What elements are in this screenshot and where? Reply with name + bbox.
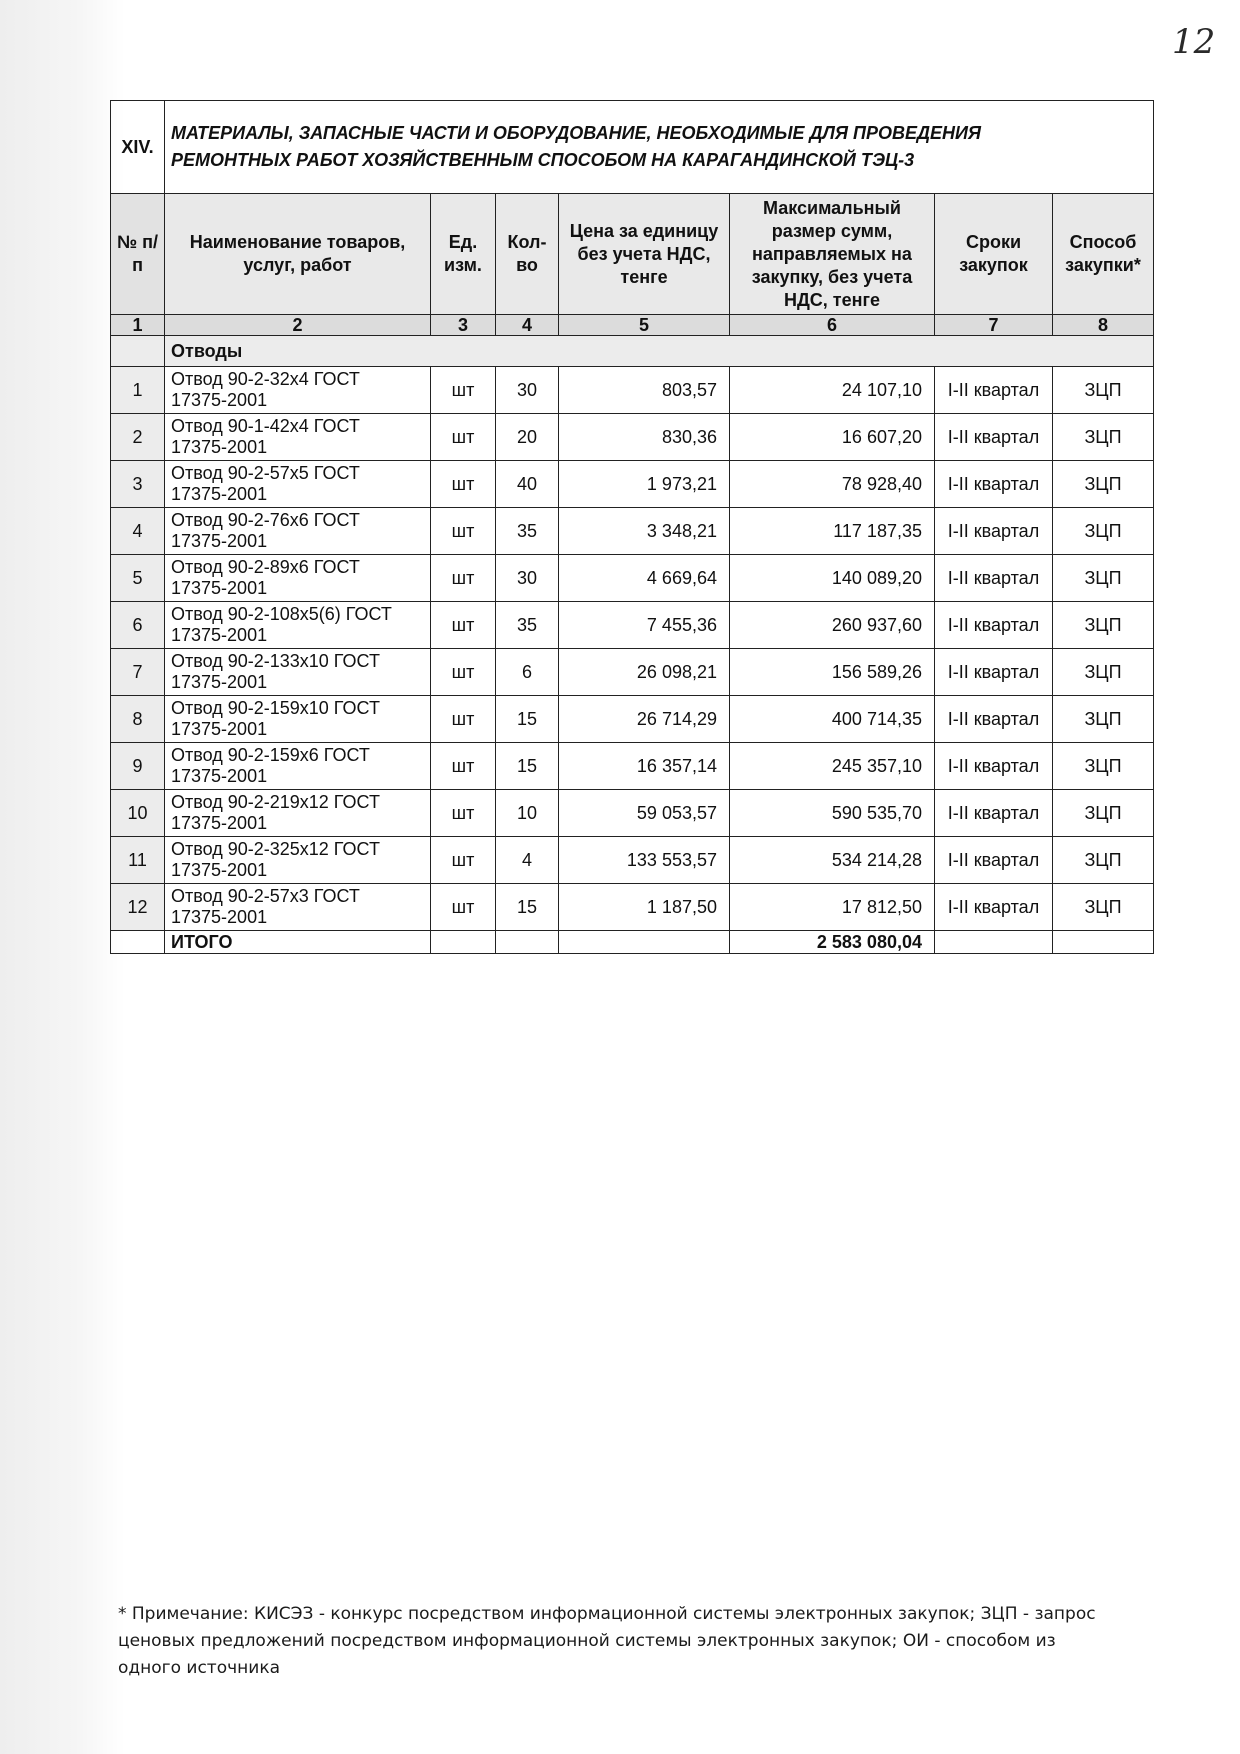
- section-title-line1: МАТЕРИАЛЫ, ЗАПАСНЫЕ ЧАСТИ И ОБОРУДОВАНИЕ, НЕОБХОДИМЫЕ ДЛЯ ПРОВЕДЕНИЯ: [171, 123, 982, 143]
- footnote-line1: * Примечание: КИСЭЗ - конкурс посредством информационной системы электронных закупок; ЗЦП - запрос: [118, 1604, 1096, 1624]
- row-number: 8: [111, 696, 165, 743]
- column-number: 8: [1053, 315, 1154, 336]
- column-number-row: [111, 315, 1154, 336]
- row-total: 78 928,40: [730, 461, 935, 508]
- row-qty: 40: [496, 461, 559, 508]
- row-method: ЗЦП: [1053, 837, 1154, 884]
- table-row: [111, 884, 1154, 931]
- row-qty: 35: [496, 508, 559, 555]
- row-total: 17 812,50: [730, 884, 935, 931]
- row-price: 16 357,14: [559, 743, 730, 790]
- row-qty: 15: [496, 743, 559, 790]
- row-qty: 30: [496, 555, 559, 602]
- row-name: [165, 884, 431, 931]
- column-header-row: [111, 194, 1154, 315]
- row-name: [165, 602, 431, 649]
- row-name-line2: 17375-2001: [171, 390, 268, 410]
- row-method: ЗЦП: [1053, 743, 1154, 790]
- row-number: 9: [111, 743, 165, 790]
- table-row: [111, 508, 1154, 555]
- row-price: 59 053,57: [559, 790, 730, 837]
- row-number: 1: [111, 367, 165, 414]
- row-name-line2: 17375-2001: [171, 860, 268, 880]
- total-row: [111, 931, 1154, 954]
- row-qty: 6: [496, 649, 559, 696]
- row-term: I-II квартал: [935, 461, 1053, 508]
- row-qty: 30: [496, 367, 559, 414]
- row-price: 1 973,21: [559, 461, 730, 508]
- footnote-line2: ценовых предложений посредством информационной системы электронных закупок; ОИ - способом из: [118, 1631, 1056, 1651]
- row-qty: 10: [496, 790, 559, 837]
- row-name-line1: Отвод 90-2-159х10 ГОСТ: [171, 698, 380, 718]
- header-name: Наименование товаров, услуг, работ: [165, 194, 431, 315]
- table-row: [111, 790, 1154, 837]
- row-method: ЗЦП: [1053, 602, 1154, 649]
- row-unit: шт: [431, 790, 496, 837]
- row-method: ЗЦП: [1053, 414, 1154, 461]
- header-method: Способ закупки*: [1053, 194, 1154, 315]
- row-method: ЗЦП: [1053, 508, 1154, 555]
- row-term: I-II квартал: [935, 696, 1053, 743]
- row-unit: шт: [431, 602, 496, 649]
- row-name: [165, 555, 431, 602]
- row-name-line2: 17375-2001: [171, 484, 268, 504]
- table-body: [111, 336, 1154, 954]
- table-row: [111, 837, 1154, 884]
- row-method: ЗЦП: [1053, 555, 1154, 602]
- row-name-line1: Отвод 90-1-42х4 ГОСТ: [171, 416, 360, 436]
- row-unit: шт: [431, 649, 496, 696]
- row-name-line1: Отвод 90-2-57х5 ГОСТ: [171, 463, 360, 483]
- procurement-table: [110, 100, 1154, 954]
- header-total: Максимальный размер сумм, направляемых на закупку, без учета НДС, тенге: [730, 194, 935, 315]
- row-number: 6: [111, 602, 165, 649]
- row-name: [165, 696, 431, 743]
- header-price: Цена за единицу без учета НДС, тенге: [559, 194, 730, 315]
- row-number: 7: [111, 649, 165, 696]
- row-price: 26 714,29: [559, 696, 730, 743]
- section-header-row: [111, 101, 1154, 194]
- row-total: 117 187,35: [730, 508, 935, 555]
- scan-shadow: [0, 0, 125, 1754]
- row-name: [165, 414, 431, 461]
- row-method: ЗЦП: [1053, 367, 1154, 414]
- row-total: 534 214,28: [730, 837, 935, 884]
- row-name-line1: Отвод 90-2-108х5(6) ГОСТ: [171, 604, 392, 624]
- row-term: I-II квартал: [935, 790, 1053, 837]
- column-number: 2: [165, 315, 431, 336]
- row-number: 5: [111, 555, 165, 602]
- row-price: 26 098,21: [559, 649, 730, 696]
- table-row: [111, 414, 1154, 461]
- column-number: 1: [111, 315, 165, 336]
- table-row: [111, 602, 1154, 649]
- row-name: [165, 837, 431, 884]
- row-unit: шт: [431, 508, 496, 555]
- section-title: [165, 101, 1154, 194]
- total-empty-cell: [496, 931, 559, 954]
- row-price: 7 455,36: [559, 602, 730, 649]
- row-unit: шт: [431, 414, 496, 461]
- row-unit: шт: [431, 555, 496, 602]
- footnote-line3: одного источника: [118, 1658, 280, 1678]
- row-price: 3 348,21: [559, 508, 730, 555]
- row-name: [165, 649, 431, 696]
- row-total: 245 357,10: [730, 743, 935, 790]
- row-term: I-II квартал: [935, 837, 1053, 884]
- row-method: ЗЦП: [1053, 649, 1154, 696]
- row-name-line1: Отвод 90-2-89х6 ГОСТ: [171, 557, 360, 577]
- total-empty-cell: [111, 931, 165, 954]
- row-price: 1 187,50: [559, 884, 730, 931]
- total-empty-cell: [559, 931, 730, 954]
- row-price: 830,36: [559, 414, 730, 461]
- row-name-line1: Отвод 90-2-159х6 ГОСТ: [171, 745, 370, 765]
- row-name: [165, 367, 431, 414]
- row-term: I-II квартал: [935, 884, 1053, 931]
- row-total: 16 607,20: [730, 414, 935, 461]
- header-term: Сроки закупок: [935, 194, 1053, 315]
- row-name-line2: 17375-2001: [171, 625, 268, 645]
- row-name: [165, 743, 431, 790]
- column-number: 5: [559, 315, 730, 336]
- row-unit: шт: [431, 884, 496, 931]
- row-term: I-II квартал: [935, 555, 1053, 602]
- row-number: 4: [111, 508, 165, 555]
- column-number: 3: [431, 315, 496, 336]
- row-name-line2: 17375-2001: [171, 907, 268, 927]
- row-unit: шт: [431, 367, 496, 414]
- table-row: [111, 461, 1154, 508]
- row-term: I-II квартал: [935, 743, 1053, 790]
- row-qty: 4: [496, 837, 559, 884]
- page-number: 12: [1172, 22, 1216, 62]
- row-qty: 35: [496, 602, 559, 649]
- table-row: [111, 696, 1154, 743]
- header-number: № п/п: [111, 194, 165, 315]
- row-qty: 15: [496, 884, 559, 931]
- row-name-line1: Отвод 90-2-219х12 ГОСТ: [171, 792, 380, 812]
- group-label: Отводы: [165, 336, 1154, 367]
- row-method: ЗЦП: [1053, 461, 1154, 508]
- table-row: [111, 743, 1154, 790]
- total-label: ИТОГО: [165, 931, 431, 954]
- table-row: [111, 649, 1154, 696]
- column-number: 6: [730, 315, 935, 336]
- row-name-line1: Отвод 90-2-57х3 ГОСТ: [171, 886, 360, 906]
- row-total: 590 535,70: [730, 790, 935, 837]
- header-qty: Кол-во: [496, 194, 559, 315]
- row-total: 24 107,10: [730, 367, 935, 414]
- row-unit: шт: [431, 837, 496, 884]
- row-name-line1: Отвод 90-2-325х12 ГОСТ: [171, 839, 380, 859]
- total-value: 2 583 080,04: [730, 931, 935, 954]
- header-unit: Ед. изм.: [431, 194, 496, 315]
- total-empty-cell: [431, 931, 496, 954]
- column-number: 7: [935, 315, 1053, 336]
- row-term: I-II квартал: [935, 602, 1053, 649]
- row-method: ЗЦП: [1053, 696, 1154, 743]
- total-empty-cell: [1053, 931, 1154, 954]
- row-total: 140 089,20: [730, 555, 935, 602]
- group-row: [111, 336, 1154, 367]
- row-term: I-II квартал: [935, 367, 1053, 414]
- row-name: [165, 790, 431, 837]
- section-title-line2: РЕМОНТНЫХ РАБОТ ХОЗЯЙСТВЕННЫМ СПОСОБОМ НА КАРАГАНДИНСКОЙ ТЭЦ-3: [171, 150, 915, 170]
- row-name-line2: 17375-2001: [171, 766, 268, 786]
- row-name-line2: 17375-2001: [171, 813, 268, 833]
- row-number: 12: [111, 884, 165, 931]
- row-name-line2: 17375-2001: [171, 531, 268, 551]
- row-name-line1: Отвод 90-2-133х10 ГОСТ: [171, 651, 380, 671]
- row-method: ЗЦП: [1053, 884, 1154, 931]
- row-method: ЗЦП: [1053, 790, 1154, 837]
- row-unit: шт: [431, 696, 496, 743]
- row-price: 4 669,64: [559, 555, 730, 602]
- total-empty-cell: [935, 931, 1053, 954]
- row-unit: шт: [431, 461, 496, 508]
- row-name: [165, 508, 431, 555]
- row-qty: 15: [496, 696, 559, 743]
- row-number: 10: [111, 790, 165, 837]
- row-unit: шт: [431, 743, 496, 790]
- row-term: I-II квартал: [935, 414, 1053, 461]
- row-number: 3: [111, 461, 165, 508]
- row-total: 260 937,60: [730, 602, 935, 649]
- footnote: [118, 1601, 1148, 1682]
- row-total: 156 589,26: [730, 649, 935, 696]
- row-name-line2: 17375-2001: [171, 719, 268, 739]
- section-number: XIV.: [111, 101, 165, 194]
- group-cell: [111, 336, 165, 367]
- row-name-line1: Отвод 90-2-32х4 ГОСТ: [171, 369, 360, 389]
- row-name-line1: Отвод 90-2-76х6 ГОСТ: [171, 510, 360, 530]
- row-name: [165, 461, 431, 508]
- row-name-line2: 17375-2001: [171, 578, 268, 598]
- row-name-line2: 17375-2001: [171, 437, 268, 457]
- column-number: 4: [496, 315, 559, 336]
- row-term: I-II квартал: [935, 649, 1053, 696]
- row-number: 2: [111, 414, 165, 461]
- table-row: [111, 555, 1154, 602]
- row-total: 400 714,35: [730, 696, 935, 743]
- table-row: [111, 367, 1154, 414]
- row-term: I-II квартал: [935, 508, 1053, 555]
- row-qty: 20: [496, 414, 559, 461]
- row-number: 11: [111, 837, 165, 884]
- row-name-line2: 17375-2001: [171, 672, 268, 692]
- row-price: 133 553,57: [559, 837, 730, 884]
- row-price: 803,57: [559, 367, 730, 414]
